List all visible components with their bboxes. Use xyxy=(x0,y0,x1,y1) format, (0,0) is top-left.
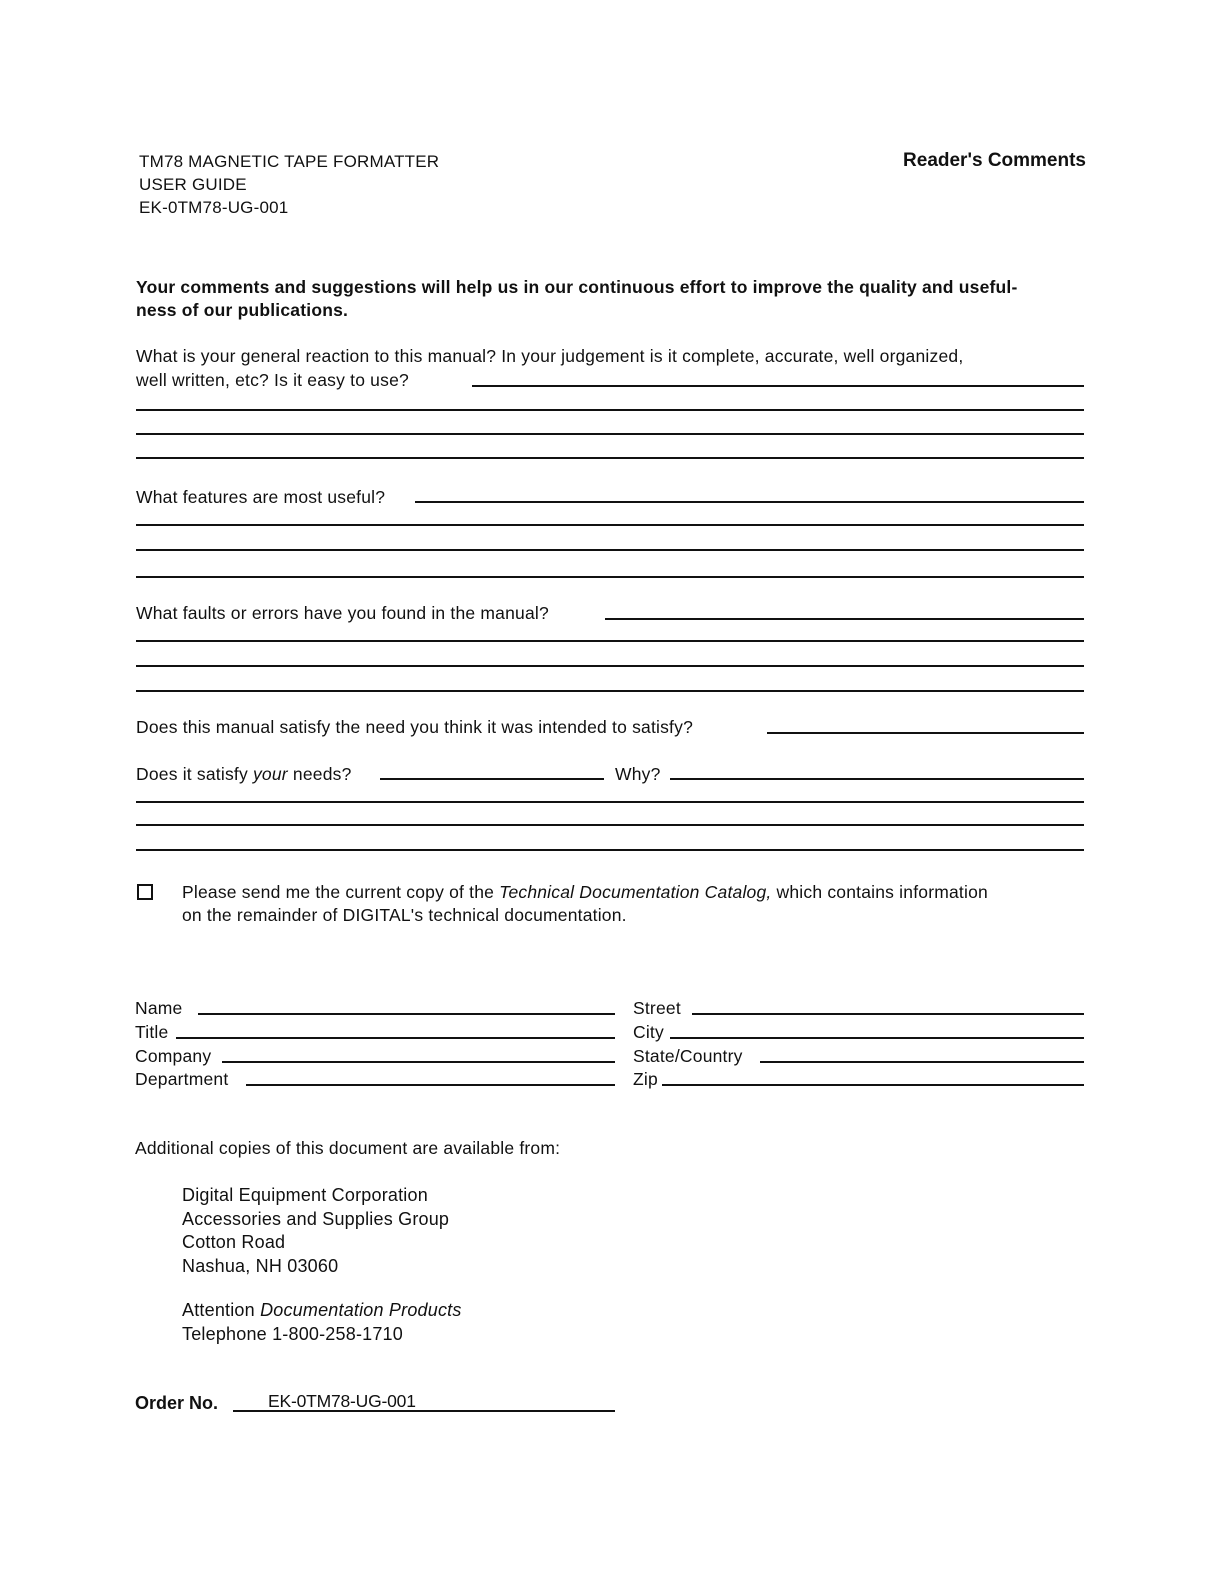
company-label: Company xyxy=(135,1046,212,1066)
zip-label: Zip xyxy=(633,1069,658,1089)
order-number-label: Order No. xyxy=(135,1393,219,1413)
name-label: Name xyxy=(135,998,183,1018)
doc-number: EK-0TM78-UG-001 xyxy=(139,198,289,217)
doc-title-line1: TM78 MAGNETIC TAPE FORMATTER xyxy=(139,152,440,171)
doc-title-line2: USER GUIDE xyxy=(139,175,247,194)
intro-text xyxy=(136,276,1018,322)
answer-line-features[interactable] xyxy=(415,501,1084,503)
answer-line-reaction[interactable] xyxy=(472,385,1084,387)
catalog-request-prefix: Please send me the current copy of the xyxy=(182,882,500,902)
answer-line-reaction[interactable] xyxy=(136,457,1084,459)
title-label: Title xyxy=(135,1022,169,1042)
form-title: Reader's Comments xyxy=(903,150,1086,171)
address-line1: Digital Equipment Corporation xyxy=(182,1185,428,1205)
name-field[interactable] xyxy=(198,1013,615,1015)
answer-line-features[interactable] xyxy=(136,576,1084,578)
answer-line-why[interactable] xyxy=(670,778,1084,780)
intro-line2: ness of our publications. xyxy=(136,300,349,320)
address-line4: Nashua, NH 03060 xyxy=(182,1255,339,1276)
city-field[interactable] xyxy=(670,1037,1084,1039)
q5-emphasis: your xyxy=(252,764,288,784)
attention-dept: Documentation Products xyxy=(260,1300,462,1320)
answer-line-reaction[interactable] xyxy=(136,409,1084,411)
question-satisfy-intended-need: Does this manual satisfy the need you think it was intended to satisfy? xyxy=(136,717,693,737)
catalog-request-checkbox[interactable] xyxy=(137,884,153,900)
question-faults-errors: What faults or errors have you found in the manual? xyxy=(136,603,549,623)
intro-line1: Your comments and suggestions will help us in our continuous effort to improve the quality and useful- xyxy=(136,277,1018,297)
availability-heading: Additional copies of this document are available from: xyxy=(135,1138,561,1158)
answer-line-faults[interactable] xyxy=(605,618,1084,620)
answer-line-reaction[interactable] xyxy=(136,433,1084,435)
title-field[interactable] xyxy=(176,1037,615,1039)
department-field[interactable] xyxy=(246,1084,615,1086)
answer-line-faults[interactable] xyxy=(136,690,1084,692)
answer-line-features[interactable] xyxy=(136,524,1084,526)
question-general-reaction-line1: What is your general reaction to this manual? In your judgement is it complete, accurate, well organized, xyxy=(136,346,964,366)
attention-label: Attention xyxy=(182,1300,261,1320)
q5-suffix: needs? xyxy=(287,764,352,784)
catalog-request-suffix: which contains information xyxy=(771,882,988,902)
answer-line-features[interactable] xyxy=(136,549,1084,551)
supplier-address xyxy=(182,1184,449,1278)
answer-line-intended-need[interactable] xyxy=(767,732,1084,734)
address-line2: Accessories and Supplies Group xyxy=(182,1208,450,1229)
answer-line-why[interactable] xyxy=(136,824,1084,826)
catalog-request-line1 xyxy=(182,882,988,903)
question-general-reaction-line2: well written, etc? Is it easy to use? xyxy=(136,370,409,390)
department-label: Department xyxy=(135,1069,229,1089)
attention-block xyxy=(182,1299,462,1346)
question-satisfy-your-needs xyxy=(136,764,352,785)
question-why-label: Why? xyxy=(615,764,661,784)
street-label: Street xyxy=(633,998,681,1018)
catalog-name: Technical Documentation Catalog, xyxy=(499,882,772,902)
zip-field[interactable] xyxy=(662,1084,1084,1086)
order-number-value: EK-0TM78-UG-001 xyxy=(268,1391,416,1411)
address-line3: Cotton Road xyxy=(182,1232,286,1252)
answer-line-why[interactable] xyxy=(136,849,1084,851)
answer-line-your-needs[interactable] xyxy=(380,778,604,780)
answer-line-faults[interactable] xyxy=(136,665,1084,667)
street-field[interactable] xyxy=(692,1013,1084,1015)
q5-prefix: Does it satisfy xyxy=(136,764,253,784)
city-label: City xyxy=(633,1022,664,1042)
state-country-field[interactable] xyxy=(760,1061,1084,1063)
state-country-label: State/Country xyxy=(633,1046,743,1066)
telephone-line: Telephone 1-800-258-1710 xyxy=(182,1323,403,1344)
answer-line-faults[interactable] xyxy=(136,640,1084,642)
answer-line-why[interactable] xyxy=(136,801,1084,803)
attention-line xyxy=(182,1299,462,1323)
catalog-request-line2: on the remainder of DIGITAL's technical documentation. xyxy=(182,905,627,925)
company-field[interactable] xyxy=(222,1061,615,1063)
document-header xyxy=(139,150,439,219)
question-useful-features: What features are most useful? xyxy=(136,487,386,507)
